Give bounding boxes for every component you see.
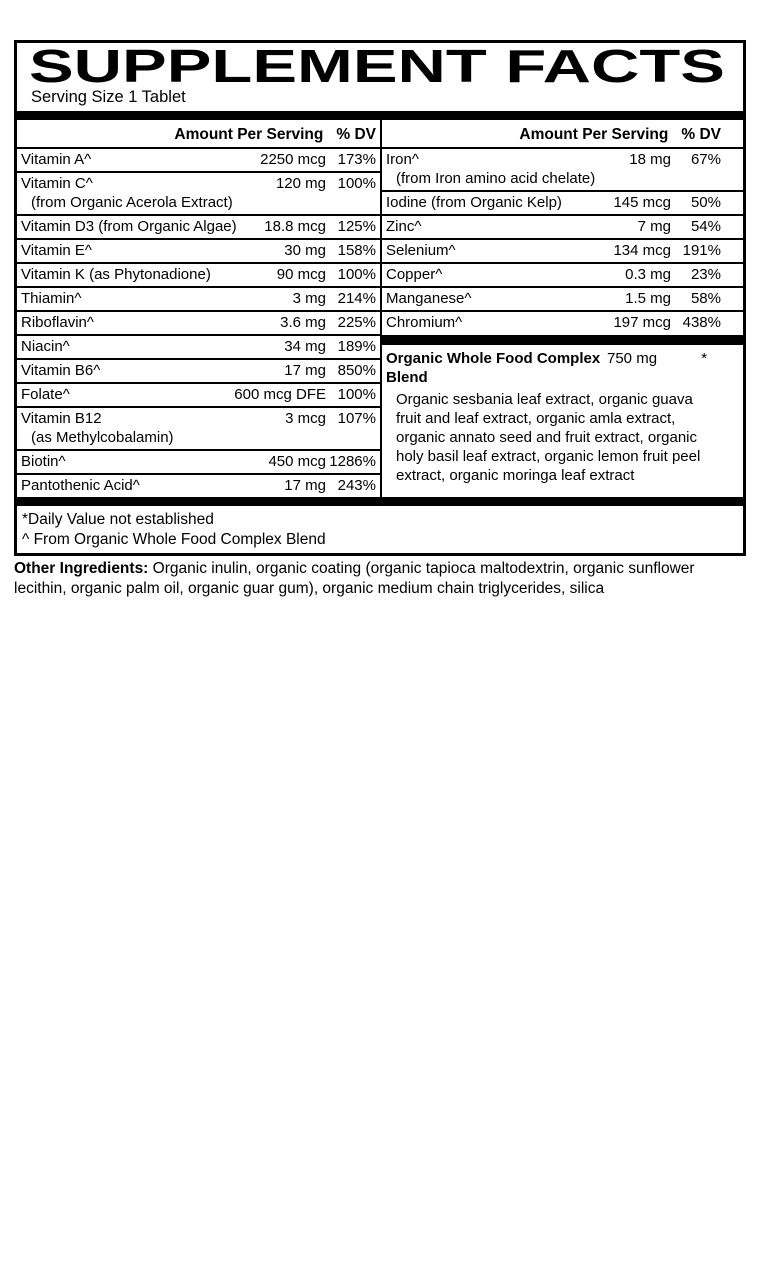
- column-right: [380, 120, 743, 497]
- nutrient-dv: 54%: [690, 218, 721, 235]
- nutrient-amount: 120 mg: [275, 175, 326, 192]
- column-right-header: [382, 120, 743, 147]
- nutrient-dv: 100%: [337, 266, 376, 283]
- top-divider-bar: [17, 111, 743, 120]
- nutrient-amount: 450 mcg: [268, 453, 326, 470]
- amount-header-label: Amount Per Serving: [174, 126, 324, 143]
- nutrient-dv: 1286%: [329, 453, 376, 470]
- nutrient-name: Vitamin E^: [21, 242, 92, 259]
- nutrient-name: Selenium^: [386, 242, 456, 259]
- nutrient-name-block: [21, 174, 270, 212]
- nutrient-name-block: [21, 265, 271, 284]
- serving-size-label: Serving Size 1 Tablet: [31, 88, 186, 106]
- nutrient-row: [17, 358, 380, 382]
- nutrient-amount: 1.5 mg: [625, 290, 671, 307]
- nutrient-row: [382, 214, 743, 238]
- other-ingredients-label: Other Ingredients:: [14, 559, 149, 577]
- nutrient-dv: 50%: [690, 194, 721, 211]
- nutrient-row: [382, 147, 743, 190]
- blend-amount: 750 mg: [607, 350, 658, 367]
- nutrient-amount: 17 mg: [284, 477, 326, 494]
- nutrient-amount: 600 mcg DFE: [234, 386, 326, 403]
- nutrient-row: [17, 449, 380, 473]
- nutrient-name: Folate^: [21, 386, 70, 403]
- nutrient-name: Vitamin K (as Phytonadione): [21, 266, 211, 283]
- nutrient-dv: 850%: [337, 362, 376, 379]
- nutrient-amount: 3 mg: [292, 290, 326, 307]
- nutrient-dv: 100%: [337, 386, 376, 403]
- nutrient-row: [17, 238, 380, 262]
- nutrient-dv: 173%: [337, 151, 376, 168]
- nutrient-amount: 34 mg: [284, 338, 326, 355]
- nutrient-name-block: [386, 265, 619, 284]
- nutrient-row: [382, 262, 743, 286]
- nutrient-source-note: (from Organic Acerola Extract): [31, 194, 233, 211]
- nutrient-name: Vitamin B12: [21, 410, 102, 427]
- nutrient-name: Zinc^: [386, 218, 422, 235]
- nutrient-name: Thiamin^: [21, 290, 82, 307]
- nutrient-amount: 197 mcg: [613, 314, 671, 331]
- footnote-daily-value: *Daily Value not established: [22, 511, 214, 528]
- other-ingredients-text: Organic inulin, organic coating (organic tapioca maltodextrin, organic sunflower lecithin, organic palm oil, organic guar gum), organic medium chain triglycerides, silica: [14, 559, 695, 597]
- nutrient-dv: 214%: [337, 290, 376, 307]
- nutrient-name-block: [386, 313, 607, 332]
- nutrient-row: [382, 310, 743, 334]
- nutrient-name: Manganese^: [386, 290, 472, 307]
- blend-name: Organic Whole Food Complex Blend: [386, 350, 601, 386]
- nutrient-name: Vitamin C^: [21, 175, 93, 192]
- nutrient-dv: 107%: [337, 410, 376, 427]
- nutrient-dv: 125%: [337, 218, 376, 235]
- nutrient-name-block: [386, 193, 607, 212]
- other-ingredients: [14, 559, 740, 599]
- nutrient-row: [17, 334, 380, 358]
- nutrient-amount: 134 mcg: [613, 242, 671, 259]
- nutrient-dv: 100%: [337, 175, 376, 192]
- nutrient-dv: 158%: [337, 242, 376, 259]
- nutrient-row: [17, 406, 380, 449]
- blend-ingredients: Organic sesbania leaf extract, organic guava fruit and leaf extract, organic amla extract, organic annato seed and fruit extract, organic holy basil leaf extract, organic lemon fruit peel extract, organic moringa leaf extract: [396, 391, 701, 484]
- blend-divider-bar: [382, 335, 743, 345]
- nutrient-name: Niacin^: [21, 338, 70, 355]
- nutrient-name-block: [21, 476, 278, 495]
- column-left: [17, 120, 380, 497]
- dv-header-label: % DV: [681, 126, 721, 143]
- nutrient-name-block: [21, 337, 278, 356]
- nutrient-source-note: (as Methylcobalamin): [31, 429, 174, 446]
- blend-dv-asterisk: *: [701, 350, 708, 367]
- nutrient-name: Iodine (from Organic Kelp): [386, 194, 562, 211]
- nutrient-name-block: [21, 241, 278, 260]
- nutrient-dv: 191%: [682, 242, 721, 259]
- nutrient-row: [17, 262, 380, 286]
- nutrient-name: Biotin^: [21, 453, 66, 470]
- nutrient-amount: 145 mcg: [613, 194, 671, 211]
- nutrient-amount: 17 mg: [284, 362, 326, 379]
- nutrient-source-note: (from Iron amino acid chelate): [396, 170, 596, 187]
- nutrient-row: [17, 310, 380, 334]
- nutrient-dv: 225%: [337, 314, 376, 331]
- nutrient-table: [17, 120, 743, 497]
- nutrient-row: [17, 382, 380, 406]
- nutrient-row: [382, 286, 743, 310]
- amount-header-label: Amount Per Serving: [519, 126, 669, 143]
- blend-row: [382, 345, 743, 387]
- nutrient-name: Vitamin B6^: [21, 362, 101, 379]
- nutrient-amount: 2250 mcg: [260, 151, 326, 168]
- nutrient-dv: 189%: [337, 338, 376, 355]
- nutrient-name-block: [21, 385, 228, 404]
- nutrient-amount: 30 mg: [284, 242, 326, 259]
- footnotes: [17, 506, 743, 553]
- supplement-facts-panel: [14, 40, 746, 556]
- nutrient-name-block: [21, 452, 262, 471]
- nutrient-amount: 3.6 mg: [280, 314, 326, 331]
- nutrient-name-block: [386, 217, 632, 236]
- nutrient-row: [17, 286, 380, 310]
- nutrient-amount: 3 mcg: [285, 410, 326, 427]
- column-left-header: [17, 120, 380, 147]
- nutrient-name: Vitamin D3 (from Organic Algae): [21, 218, 237, 235]
- nutrient-dv: 438%: [682, 314, 721, 331]
- nutrient-row: [17, 473, 380, 497]
- nutrient-name: Chromium^: [386, 314, 463, 331]
- nutrient-amount: 0.3 mg: [625, 266, 671, 283]
- nutrient-name-block: [21, 361, 278, 380]
- nutrient-row: [17, 147, 380, 171]
- nutrient-row: [382, 238, 743, 262]
- nutrient-row: [17, 171, 380, 214]
- nutrient-name: Iron^: [386, 151, 419, 168]
- nutrient-amount: 7 mg: [637, 218, 671, 235]
- nutrient-amount: 18.8 mcg: [264, 218, 326, 235]
- nutrient-dv: 58%: [690, 290, 721, 307]
- nutrient-row: [17, 214, 380, 238]
- panel-title-graphic: [29, 46, 731, 88]
- nutrient-dv: 67%: [690, 151, 721, 168]
- right-rows: [382, 147, 743, 334]
- nutrient-row: [382, 190, 743, 214]
- nutrient-amount: 18 mg: [629, 151, 671, 168]
- nutrient-name-block: [21, 289, 287, 308]
- nutrient-name: Vitamin A^: [21, 151, 92, 168]
- nutrient-name: Riboflavin^: [21, 314, 94, 331]
- nutrient-name: Copper^: [386, 266, 443, 283]
- nutrient-name-block: [386, 241, 607, 260]
- bottom-divider-bar: [17, 497, 743, 506]
- nutrient-dv: 23%: [690, 266, 721, 283]
- nutrient-name-block: [21, 150, 254, 169]
- footnote-blend: ^ From Organic Whole Food Complex Blend: [22, 531, 326, 548]
- dv-header-label: % DV: [336, 126, 376, 143]
- panel-title: SUPPLEMENT FACTS: [29, 46, 725, 88]
- nutrient-name-block: [21, 217, 258, 236]
- nutrient-name-block: [386, 150, 623, 188]
- nutrient-dv: 243%: [337, 477, 376, 494]
- nutrient-amount: 90 mcg: [276, 266, 326, 283]
- nutrient-name-block: [386, 289, 619, 308]
- left-rows: [17, 147, 380, 497]
- nutrient-name-block: [21, 409, 279, 447]
- nutrient-name: Pantothenic Acid^: [21, 477, 140, 494]
- nutrient-name-block: [21, 313, 274, 332]
